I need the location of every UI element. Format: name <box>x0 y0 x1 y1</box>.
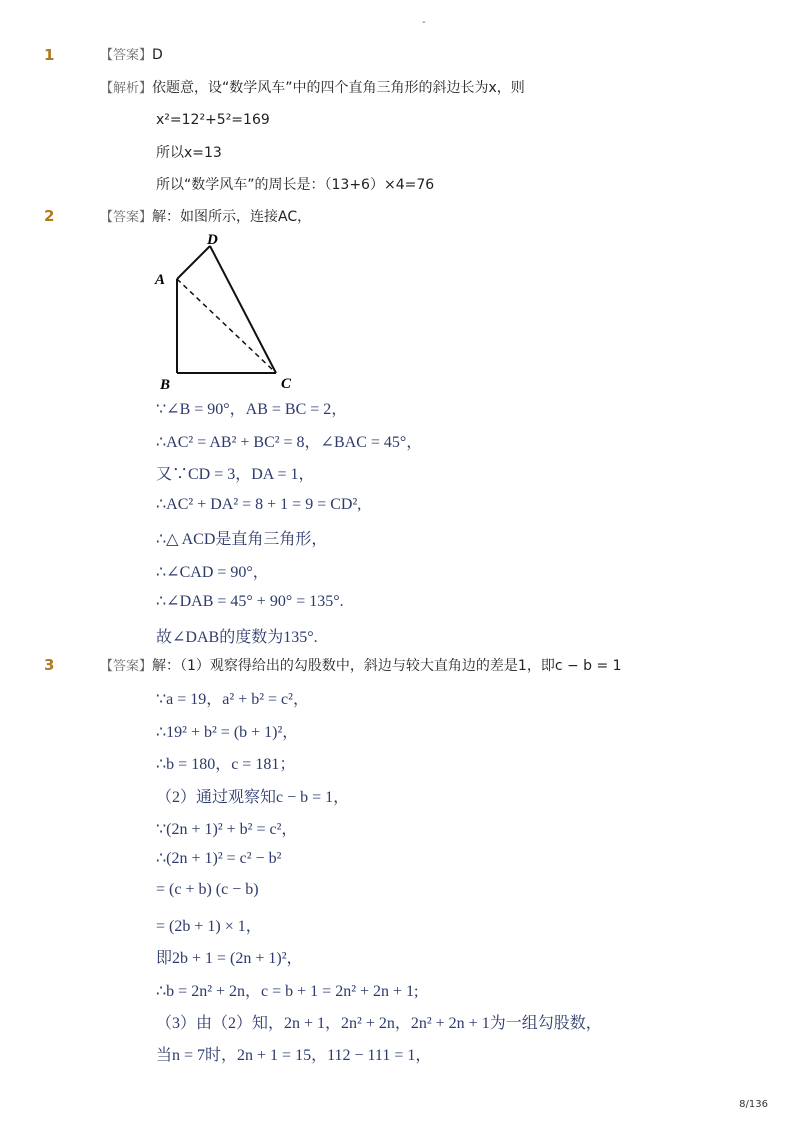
q1-line-2: 所以x=13 <box>156 145 222 161</box>
q1-line-1: x²=12²+5²=169 <box>156 112 270 128</box>
q2-line-5: ∴∠CAD = 90°， <box>156 564 269 581</box>
q3-line-5: ∴(2n + 1)² = c² − b² <box>156 850 282 867</box>
q2-intro: 解：如图所示，连接AC， <box>152 209 312 225</box>
segment-ac-dashed <box>177 279 276 373</box>
q3-line-7: = (2b + 1) × 1， <box>156 918 262 935</box>
q3-line-6: = (c + b) (c − b) <box>156 881 259 898</box>
q3-line-2: ∴b = 180，c = 181； <box>156 756 296 773</box>
q1-line-0: 依题意，设“数学风车”中的四个直角三角形的斜边长为x，则 <box>152 80 525 96</box>
q2-answer-tag: 【答案】 <box>100 210 153 225</box>
header-mark: - <box>422 17 426 28</box>
q1-analysis-tag: 【解析】 <box>100 81 153 96</box>
q3-line-1: ∴19² + b² = (b + 1)²， <box>156 724 299 741</box>
page-indicator: 8/136 <box>739 1099 768 1110</box>
q3-line-0: ∵a = 19，a² + b² = c²， <box>156 691 309 708</box>
q3-line-10: （3）由（2）知，2n + 1，2n² + 2n，2n² + 2n + 1为一组勾股数， <box>156 1015 602 1032</box>
segment-ad <box>177 246 210 279</box>
q1-answer-value: D <box>152 47 163 63</box>
quadrilateral-figure <box>150 226 310 396</box>
q2-line-0: ∵∠B = 90°，AB = BC = 2， <box>156 401 348 418</box>
q2-line-2: 又∵CD = 3，DA = 1， <box>156 466 315 483</box>
q1-line-3: 所以“数学风车”的周长是：（13+6）×4=76 <box>156 177 435 193</box>
q3-line-3: （2）通过观察知c − b = 1， <box>156 789 350 806</box>
q3-answer-tag: 【答案】 <box>100 659 153 674</box>
q2-line-7: 故∠DAB的度数为135°. <box>156 629 318 646</box>
label-d: D <box>207 232 218 248</box>
question-number-2: 2 <box>44 207 55 225</box>
q3-line-9: ∴b = 2n² + 2n，c = b + 1 = 2n² + 2n + 1; <box>156 983 419 1000</box>
q1-analysis-row <box>100 79 525 98</box>
q3-intro: 解：（1）观察得给出的勾股数中，斜边与较大直角边的差是1，即c − b = 1 <box>152 658 622 674</box>
question-number-1: 1 <box>44 46 55 64</box>
question-number-3: 3 <box>44 656 55 674</box>
label-b: B <box>160 377 171 393</box>
q2-line-1: ∴AC² = AB² + BC² = 8，∠BAC = 45°， <box>156 434 423 451</box>
q2-line-6: ∴∠DAB = 45° + 90° = 135°. <box>156 593 344 610</box>
q1-answer-tag: 【答案】 <box>100 48 153 63</box>
segment-dc <box>210 246 276 373</box>
q3-answer-row <box>100 657 622 676</box>
q2-line-3: ∴AC² + DA² = 8 + 1 = 9 = CD², <box>156 496 362 513</box>
q3-line-11: 当n = 7时，2n + 1 = 15，112 − 111 = 1， <box>156 1047 432 1064</box>
q3-line-4: ∵(2n + 1)² + b² = c²， <box>156 821 298 838</box>
label-c: C <box>281 376 292 392</box>
q3-line-8: 即2b + 1 = (2n + 1)²， <box>156 950 303 967</box>
q2-answer-row <box>100 208 311 227</box>
q2-line-4: ∴△ ACD是直角三角形， <box>156 531 328 548</box>
label-a: A <box>155 272 166 288</box>
q1-answer-row <box>100 46 163 65</box>
